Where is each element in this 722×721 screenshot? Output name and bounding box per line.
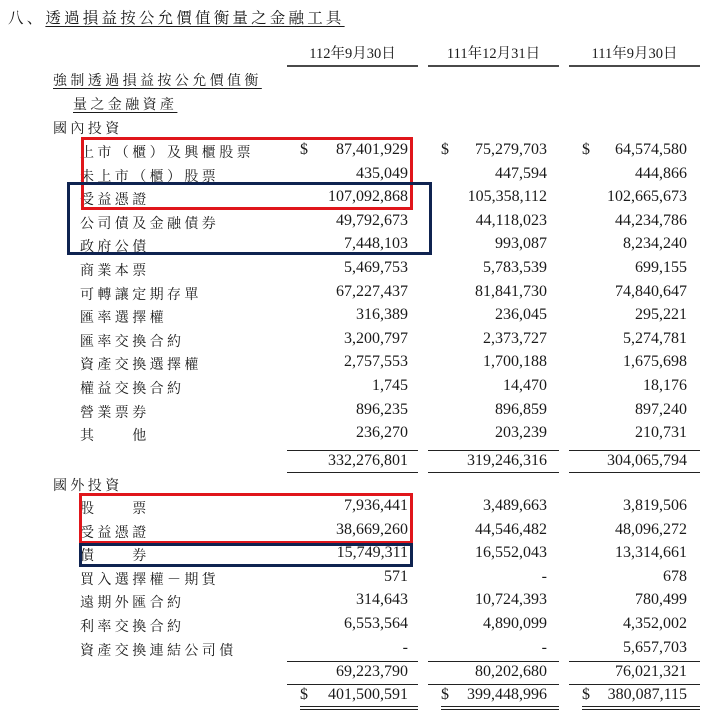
domestic-row-value-2: 8,234,240 [623, 235, 687, 253]
domestic-row-value-2: 699,155 [635, 259, 687, 276]
foreign-subtotal-2: 76,021,321 [615, 663, 687, 680]
domestic-row-label: 資產交換選擇權 [80, 357, 202, 374]
foreign-row-value-2: 780,499 [635, 591, 687, 609]
foreign-row-value-0: 571 [384, 567, 408, 585]
foreign-underline-2 [569, 684, 700, 685]
foreign-row-value-1: - [541, 567, 547, 585]
domestic-row-label: 權益交換合約 [80, 381, 185, 397]
domestic-row-value-0: 107,092,868 [328, 188, 408, 206]
foreign-subtotal-0: 69,223,790 [336, 663, 408, 680]
domestic-row-label: 匯率選擇權 [80, 310, 167, 327]
foreign-row-value-2: 4,352,002 [623, 615, 687, 632]
foreign-row-value-0: 6,553,564 [344, 615, 408, 632]
foreign-row-label: 股 票 [80, 501, 150, 517]
subtotal-rule-2 [569, 450, 700, 451]
foreign-row-value-2: 48,096,272 [615, 520, 687, 538]
foreign-row-label: 利率交換合約 [80, 619, 185, 635]
domestic-row-value-0: 2,757,553 [344, 353, 408, 371]
grand-total-1: 399,448,996 [467, 686, 547, 703]
domestic-row-value-2: 444,866 [635, 164, 687, 182]
foreign-heading: 國外投資 [53, 478, 123, 494]
domestic-row-value-2: 102,665,673 [607, 188, 687, 206]
section-number: 八、 [8, 9, 46, 27]
domestic-row-value-0: 1,745 [372, 377, 408, 394]
grand-total-dollar-0: $ [300, 686, 308, 703]
domestic-row-value-2: 18,176 [643, 377, 687, 394]
domestic-row-value-1: 14,470 [503, 377, 547, 394]
column-header-1: 111年12月31日 [428, 42, 559, 67]
domestic-row-label: 公司債及金融債券 [80, 215, 220, 232]
domestic-row-value-1: 5,783,539 [483, 259, 547, 276]
domestic-row-dollar-sign: $ [441, 141, 449, 158]
domestic-row-value-1: 1,700,188 [483, 353, 547, 371]
domestic-row-value-0: 67,227,437 [336, 282, 408, 300]
domestic-row-value-1: 447,594 [495, 164, 547, 182]
domestic-row-label: 匯率交換合約 [80, 333, 185, 350]
domestic-row-label: 其 他 [80, 428, 150, 445]
foreign-row-value-1: 4,890,099 [483, 615, 547, 632]
domestic-row-label: 營業票券 [80, 404, 150, 421]
subtotal-underline-0 [287, 472, 418, 473]
foreign-underline-0 [287, 684, 418, 685]
column-header-2: 111年9月30日 [569, 42, 700, 67]
domestic-row-value-1: 105,358,112 [467, 188, 547, 206]
domestic-row-value-2: 74,840,647 [615, 282, 687, 300]
domestic-row-value-1: 993,087 [495, 235, 547, 253]
foreign-row-label: 買入選擇權－期貨 [80, 571, 220, 588]
foreign-underline-1 [428, 684, 559, 685]
category-heading-line2: 量之金融資產 [73, 97, 178, 113]
domestic-row-value-2: 64,574,580 [615, 141, 687, 158]
domestic-row-label: 受益憑證 [80, 192, 150, 209]
domestic-row-value-1: 81,841,730 [475, 282, 547, 300]
highlight-box-foreign-bonds [79, 543, 413, 567]
grand-total-double-rule-0 [300, 706, 418, 710]
domestic-row-label: 未上市（櫃）股票 [80, 168, 220, 185]
grand-total-dollar-2: $ [582, 686, 590, 703]
foreign-row-value-1: 44,546,482 [475, 520, 547, 538]
foreign-row-value-0: 15,749,311 [336, 544, 408, 562]
domestic-subtotal-2: 304,065,794 [607, 452, 687, 469]
domestic-row-value-1: 44,118,023 [475, 211, 547, 229]
domestic-row-value-0: 3,200,797 [344, 329, 408, 347]
domestic-row-value-0: 5,469,753 [344, 259, 408, 276]
domestic-row-dollar-sign: $ [300, 141, 308, 158]
foreign-row-value-2: 5,657,703 [623, 638, 687, 656]
foreign-row-value-0: 314,643 [356, 591, 408, 609]
domestic-row-dollar-sign: $ [582, 141, 590, 158]
foreign-row-value-1: 10,724,393 [475, 591, 547, 609]
domestic-subtotal-0: 332,276,801 [328, 452, 408, 469]
foreign-rule-1 [428, 661, 559, 662]
foreign-row-label: 資產交換連結公司債 [80, 642, 237, 659]
foreign-row-value-1: - [541, 638, 547, 656]
foreign-row-value-1: 3,489,663 [483, 497, 547, 514]
category-heading-line1: 強制透過損益按公允價值衡 [53, 73, 262, 89]
domestic-row-value-0: 7,448,103 [344, 235, 408, 253]
section-title [8, 6, 345, 28]
foreign-subtotal-1: 80,202,680 [475, 663, 547, 680]
domestic-row-value-0: 316,389 [356, 306, 408, 324]
foreign-row-label: 遠期外匯合約 [80, 595, 185, 612]
grand-total-2: 380,087,115 [607, 686, 687, 703]
domestic-row-value-1: 896,859 [495, 400, 547, 418]
domestic-row-value-2: 897,240 [635, 400, 687, 418]
domestic-row-value-2: 5,274,781 [623, 329, 687, 347]
column-header-0: 112年9月30日 [287, 42, 418, 67]
domestic-subtotal-1: 319,246,316 [467, 452, 547, 469]
domestic-row-value-2: 44,234,786 [615, 211, 687, 229]
grand-total-double-rule-2 [582, 706, 700, 710]
domestic-row-value-0: 236,270 [356, 424, 408, 442]
domestic-row-value-0: 896,235 [356, 400, 408, 418]
grand-total-dollar-1: $ [441, 686, 449, 703]
foreign-row-value-0: 7,936,441 [344, 497, 408, 514]
foreign-row-value-1: 16,552,043 [475, 544, 547, 562]
subtotal-rule-0 [287, 450, 418, 451]
subtotal-underline-1 [428, 472, 559, 473]
foreign-row-value-2: 678 [663, 567, 687, 585]
domestic-row-value-1: 75,279,703 [475, 141, 547, 158]
domestic-heading: 國內投資 [53, 121, 123, 137]
foreign-row-value-2: 13,314,661 [615, 544, 687, 562]
subtotal-underline-2 [569, 472, 700, 473]
domestic-row-value-1: 236,045 [495, 306, 547, 324]
foreign-row-value-2: 3,819,506 [623, 497, 687, 514]
grand-total-0: 401,500,591 [328, 686, 408, 703]
foreign-rule-0 [287, 661, 418, 662]
domestic-row-value-0: 49,792,673 [336, 211, 408, 229]
highlight-box-domestic-fixed-income [67, 182, 432, 255]
domestic-row-label: 商業本票 [80, 263, 150, 279]
foreign-row-label: 受益憑證 [80, 524, 150, 541]
section-title-text: 透過損益按公允價值衡量之金融工具 [45, 9, 345, 27]
domestic-row-value-1: 203,239 [495, 424, 547, 442]
highlight-box-foreign-equity [79, 493, 413, 544]
foreign-row-value-0: - [402, 638, 408, 656]
domestic-row-label: 可轉讓定期存單 [80, 286, 202, 303]
domestic-row-value-1: 2,373,727 [483, 329, 547, 347]
foreign-row-label: 債 券 [80, 548, 150, 565]
domestic-row-value-0: 87,401,929 [336, 141, 408, 158]
domestic-row-value-2: 295,221 [635, 306, 687, 324]
subtotal-rule-1 [428, 450, 559, 451]
domestic-row-value-0: 435,049 [356, 164, 408, 182]
foreign-row-value-0: 38,669,260 [336, 520, 408, 538]
foreign-rule-2 [569, 661, 700, 662]
grand-total-double-rule-1 [441, 706, 559, 710]
domestic-row-value-2: 1,675,698 [623, 353, 687, 371]
domestic-row-value-2: 210,731 [635, 424, 687, 442]
domestic-row-label: 上市（櫃）及興櫃股票 [80, 145, 254, 161]
domestic-row-label: 政府公債 [80, 239, 150, 256]
